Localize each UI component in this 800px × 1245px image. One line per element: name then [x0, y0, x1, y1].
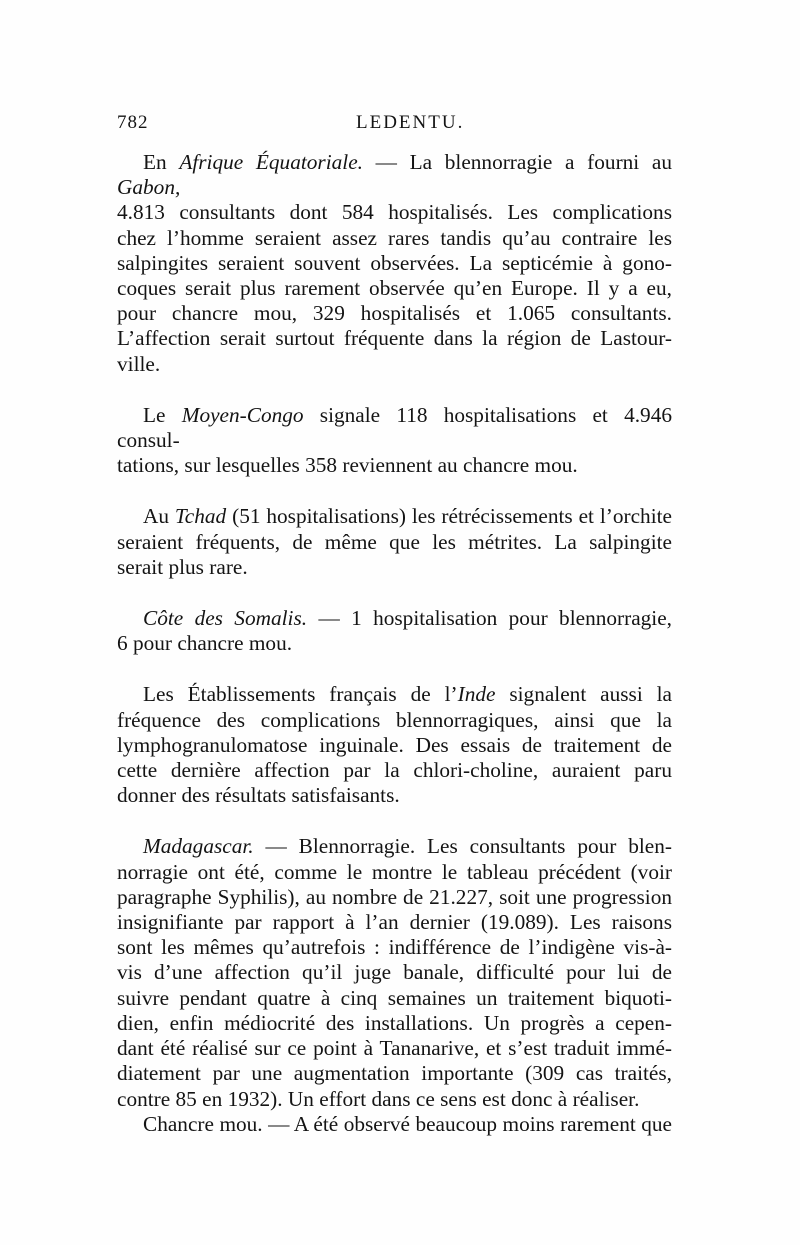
text-line: Chancre mou. — A été observé beaucoup moins rarement que	[143, 1111, 672, 1136]
text-line: L’affection serait surtout fréquente dans la région de Lastour-	[117, 326, 672, 351]
text-line: tations, sur lesquelles 358 reviennent au chancre mou.	[117, 453, 578, 478]
text-line: diatement par une augmentation importante (309 cas traités,	[117, 1061, 672, 1086]
text-line: sont les mêmes qu’autrefois : indifférence de l’indigène vis-à-	[117, 935, 672, 960]
text-line: suivre pendant quatre à cinq semaines un traitement biquoti-	[117, 985, 672, 1010]
text-line: En Afrique Équatoriale. — La blennorragie a fourni au Gabon,	[117, 150, 672, 200]
text-line: cette dernière affection par la chlori-choline, auraient paru	[117, 758, 672, 783]
text-line: paragraphe Syphilis), au nombre de 21.227, soit une progression	[117, 884, 672, 909]
running-title: LEDENTU.	[356, 112, 465, 133]
paragraph-inde	[117, 682, 672, 808]
text-line: Côte des Somalis. — 1 hospitalisation pour blennorragie,	[143, 606, 672, 631]
paragraph-moyen-congo	[117, 403, 672, 479]
text-line: contre 85 en 1932). Un effort dans ce sens est donc à réaliser.	[117, 1086, 640, 1111]
text-line: vis d’une affection qu’il juge banale, difficulté pour lui de	[117, 960, 672, 985]
text-line: Madagascar. — Blennorragie. Les consultants pour blen-	[143, 834, 672, 859]
text-line: 4.813 consultants dont 584 hospitalisés. Les complications	[117, 200, 672, 225]
paragraph-afrique-equatoriale	[117, 150, 672, 377]
text-line: lymphogranulomatose inguinale. Des essais de traitement de	[117, 732, 672, 757]
text-line: Les Établissements français de l’Inde signalent aussi la	[143, 682, 672, 707]
paragraph-madagascar	[117, 834, 672, 1111]
text-line: insignifiante par rapport à l’an dernier (19.089). Les raisons	[117, 910, 672, 935]
paragraph-chancre-mou	[117, 1112, 672, 1137]
text-line: salpingites seraient souvent observées. La septicémie à gono-	[117, 250, 672, 275]
text-line: dant été réalisé sur ce point à Tananarive, et s’est traduit immé-	[117, 1036, 672, 1061]
paragraph-tchad	[117, 504, 672, 580]
paragraph-cote-des-somalis	[117, 606, 672, 656]
text-line: seraient fréquents, de même que les métrites. La salpingite	[117, 529, 672, 554]
page-header	[117, 112, 672, 142]
page-number: 782	[117, 112, 149, 133]
text-line: chez l’homme seraient assez rares tandis qu’au contraire les	[117, 225, 672, 250]
text-line: donner des résultats satisfaisants.	[117, 783, 400, 808]
page-body	[117, 150, 672, 1137]
text-line: Le Moyen-Congo signale 118 hospitalisations et 4.946 consul-	[117, 402, 672, 453]
text-line: pour chancre mou, 329 hospitalisés et 1.065 consultants.	[117, 301, 672, 326]
text-line: dien, enfin médiocrité des installations. Un progrès a cepen-	[117, 1010, 672, 1035]
text-line: Au Tchad (51 hospitalisations) les rétrécissements et l’orchite	[143, 504, 672, 529]
text-line: ville.	[117, 351, 161, 376]
text-line: serait plus rare.	[117, 554, 248, 579]
text-line: fréquence des complications blennorragiques, ainsi que la	[117, 707, 672, 732]
text-line: norragie ont été, comme le montre le tableau précédent (voir	[117, 859, 672, 884]
text-line: coques serait plus rarement observée qu’en Europe. Il y a eu,	[117, 276, 672, 301]
text-line: 6 pour chancre mou.	[117, 631, 293, 656]
